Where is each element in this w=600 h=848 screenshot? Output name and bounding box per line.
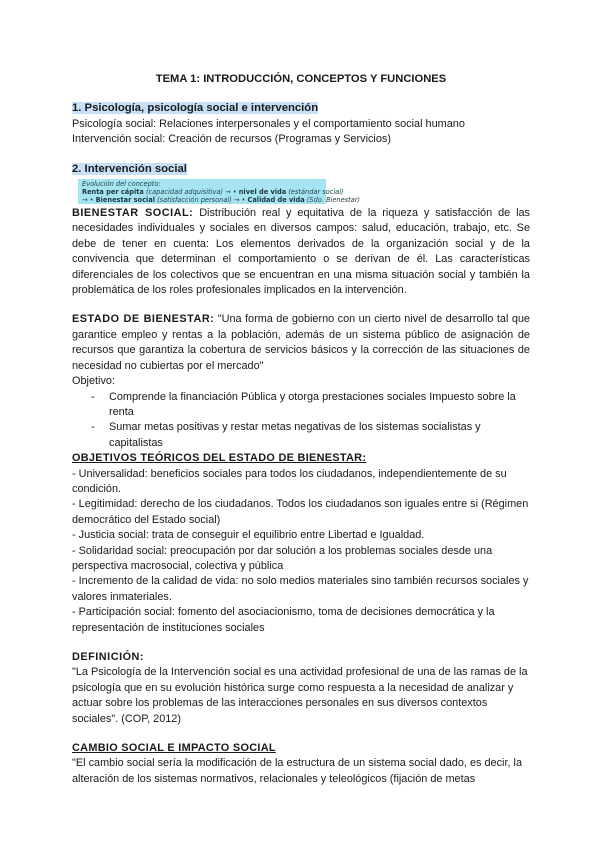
list-item: - Incremento de la calidad de vida: no solo medios materiales sino también recursos sociales y valores inmateriales.	[72, 575, 529, 603]
list-item: - Justicia social: trata de conseguir el equilibrio entre Libertad e Igualdad.	[72, 529, 425, 542]
section-1-line: Intervención social: Creación de recursos (Programas y Servicios)	[72, 133, 391, 146]
cambio-social-text: "El cambio social sería la modificación de la estructura de un sistema social dado, es decir, la alteración de los sistemas normativos, relacionales y teleológicos (fijación de metas	[72, 757, 522, 785]
page-title: TEMA 1: INTRODUCCIÓN, CONCEPTOS Y FUNCIONES	[155, 73, 447, 85]
concept-evolution-image	[78, 179, 361, 205]
definicion-heading: DEFINICIÓN:	[72, 651, 145, 663]
objetivos-teoricos-heading: OBJETIVOS TEÓRICOS DEL ESTADO DE BIENESTAR:	[72, 452, 367, 465]
estado-bienestar-text: "Una forma de gobierno con un cierto nivel de desarrollo tal que garantice empleo y rentas a la población, además de un sistema público de asignación de recursos que garantiza la cobertura de servicios básicos y la corrección de las situaciones de necesidad no cubiertas por el mercado"	[72, 313, 530, 372]
cambio-social-heading: CAMBIO SOCIAL E IMPACTO SOCIAL	[72, 742, 276, 755]
section-1-line: Psicología social: Relaciones interpersonales y el comportamiento social humano	[72, 117, 465, 130]
concept-box-title: Evolución del concepto:	[82, 180, 161, 189]
bienestar-social-paragraph	[72, 206, 530, 298]
section-2-heading	[72, 162, 530, 177]
bienestar-social-text: Distribución real y equitativa de la riqueza y satisfacción de las necesidades individuales y sociales en diversos campos: salud, educación, trabajo, etc. Se debe de tener en cuenta: Los elementos derivados de la organización social y de la convivencia que determinan el comportamiento o se derivan de él. Las características diferenciales de los colectivos que se encuentran en una misma situación social y también la problemática de los roles profesionales implicados en la intervención.	[72, 207, 530, 297]
list-item: - Legitimidad: derecho de los ciudadanos. Todos los ciudadanos son iguales entre si (Régimen democrático del Estado social)	[72, 498, 529, 526]
list-item: - Sumar metas positivas y restar metas negativas de los sistemas socialistas y capitalistas	[92, 420, 530, 451]
section-1-heading-text: 1. Psicología, psicología social e intervención	[72, 102, 319, 115]
section-2-heading-text: 2. Intervención social	[72, 162, 187, 175]
list-item: - Universalidad: beneficios sociales para todos los ciudadanos, independientemente de su condición.	[72, 467, 507, 495]
definicion-text: "La Psicología de la Intervención social es una actividad profesional de una de las ramas de la psicología que en su evolución histórica surge como respuesta a la necesidad de analizar y actuar sobre los problemas de las interacciones personales en sus diversos contextos sociales". (COP, 2012)	[72, 666, 528, 725]
objetivo-list	[72, 390, 530, 452]
document-page	[72, 72, 530, 787]
concept-box-row-2: → • Bienestar social (satisfacción personal) → • Calidad de vida (Sdo. Bienestar)	[82, 196, 361, 205]
bienestar-social-label: BIENESTAR SOCIAL:	[72, 207, 194, 220]
estado-bienestar-label: ESTADO DE BIENESTAR:	[72, 313, 215, 326]
objetivo-label: Objetivo:	[72, 375, 115, 388]
section-1-heading	[72, 101, 530, 116]
list-item: - Comprende la financiación Pública y otorga prestaciones sociales Impuesto sobre la renta	[92, 390, 530, 421]
list-item: - Participación social: fomento del asociacionismo, toma de decisiones democrática y la representación de instituciones sociales	[72, 606, 495, 634]
list-item: - Solidaridad social: preocupación por dar solución a los problemas sociales desde una perspectiva macrosocial, colectiva y pública	[72, 544, 493, 572]
estado-bienestar-paragraph	[72, 312, 530, 374]
concept-box-row-1: Renta per cápita (capacidad adquisitiva) → • nivel de vida (estándar social)	[82, 188, 344, 197]
